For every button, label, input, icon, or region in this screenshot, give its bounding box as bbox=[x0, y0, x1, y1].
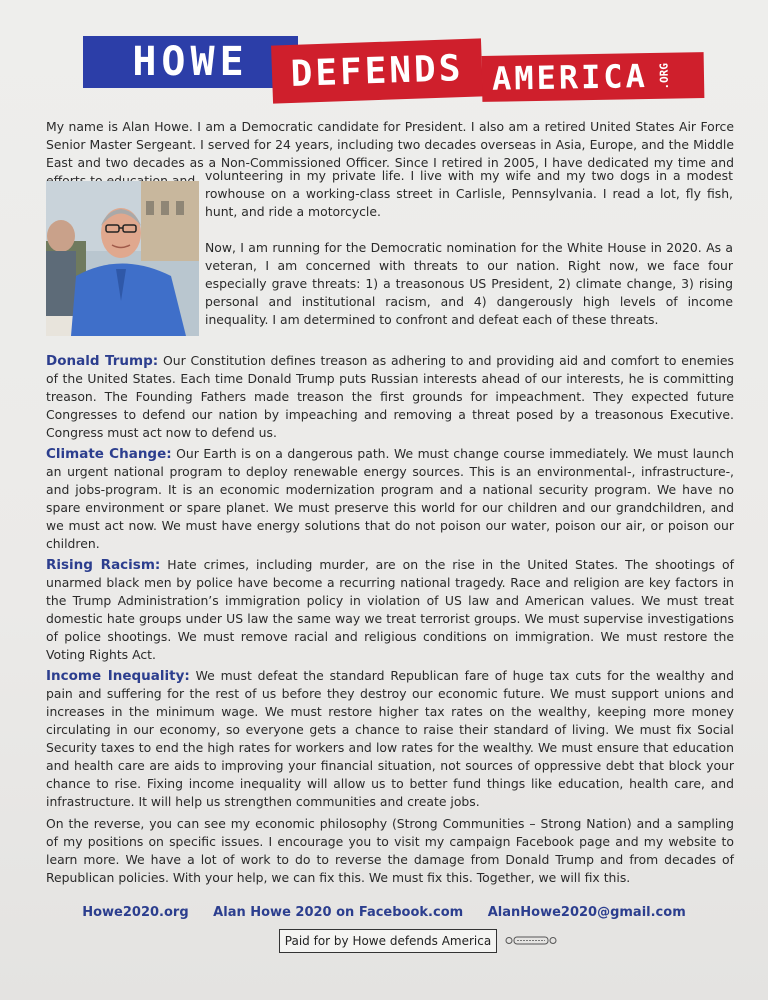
section-body: Our Constitution defines treason as adhering to and providing aid and comfort to enemies of the United States. Each time Donald Trump puts Russian interests ahead of our interests, he is committing treason. The Founding Fathers made treason the first grounds for impeachment. They expected future Congresses to defend our nation by impeaching and removing a threat posed by a treasonous Executive. Congress must act now to defend us. bbox=[46, 353, 734, 440]
section-heading: Rising Racism: bbox=[46, 557, 161, 573]
closing-text: On the reverse, you can see my economic philosophy (Strong Communities – Strong Nation) and a sampling of my positions on specific issues. I encourage you to visit my campaign Facebook page and my website to learn more. We have a lot of work to do to reverse the damage from Donald Trump and from decades of Republican policies. With your help, we can fix this. We must fix this. Together, we will fix this. bbox=[46, 816, 734, 885]
logo-howe: HOWE bbox=[83, 36, 298, 88]
section-body: We must defeat the standard Republican fare of huge tax cuts for the wealthy and pain and suffering for the rest of us before they destroy our economic future. We must support unions and increases in the minimum wage. We must restore higher tax rates on the wealthy, keeping more money circulating in our economy, so everyone gets a chance to raise their standard of living. We must fix Social Security taxes to end the high rates for workers and low rates for the wealthy. We must ensure that education and health care are aids to improving your financial situation, not sources of oppressive debt that block your chance to rise. Fixing income inequality will allow us to better fund things like education, health care, and infrastructure. It will help us strengthen communities and create jobs. bbox=[46, 668, 734, 809]
section-heading: Income Inequality: bbox=[46, 668, 190, 684]
paid-for-disclaimer: Paid for by Howe defends America bbox=[279, 929, 497, 953]
section-income-inequality bbox=[46, 667, 734, 811]
section-body: Hate crimes, including murder, are on the rise in the United States. The shootings of unarmed black men by police have become a recurring national tragedy. Race and religion are key factors in the Trump Administration’s immigration policy in violation of US law and American values. We must treat domestic hate groups under US law the same way we treat terrorist groups. We must supervise investigations of police shootings. We must remove racial and religious conditions on immigration. We must restore the Voting Rights Act. bbox=[46, 557, 734, 662]
campaign-logo bbox=[0, 0, 768, 110]
email-link[interactable]: AlanHowe2020@gmail.com bbox=[487, 905, 686, 920]
intro-top-text: My name is Alan Howe. I am a Democratic candidate for President. I also am a retired United States Air Force Senior Master Sergeant. I served for 24 years, including two decades overseas in Asia, Europe, and the Middle East and two decades as a Non-Commissioned Officer. Since I retired in 2005, I have dedicated my time and bbox=[46, 119, 734, 170]
candidate-photo bbox=[46, 181, 199, 336]
section-donald-trump bbox=[46, 352, 734, 442]
footer-contact-links bbox=[0, 905, 768, 920]
union-bug-icon bbox=[505, 935, 557, 946]
section-rising-racism bbox=[46, 556, 734, 664]
logo-org-suffix: .ORG bbox=[657, 62, 671, 90]
candidate-photo-illustration bbox=[46, 181, 199, 336]
section-body: Our Earth is on a dangerous path. We must change course immediately. We must launch an urgent national program to deploy renewable energy sources. This is an environmental-, infrastructure-, and jobs-program. It is an economic modernization program and a national security program. We have no spare environment or spare planet. We must preserve this world for our children and our grandchildren, and we must act now. We must have energy solutions that do not poison our water, poison our air, or poison our children. bbox=[46, 446, 735, 551]
website-link[interactable]: Howe2020.org bbox=[82, 905, 189, 920]
intro-side-text-2: Now, I am running for the Democratic nomination for the White House in 2020. As a veteran, I am concerned with threats to our nation. Right now, we face four especially grave threats: 1) a treasonous US President, 2) climate change, 3) rising personal and institutional racism, and 4) dangerously high levels of income inequality. I am determined to confront and defeat each of these threats. bbox=[205, 240, 733, 327]
logo-america bbox=[482, 52, 705, 102]
section-climate-change bbox=[46, 445, 734, 553]
logo-america-text: AMERICA bbox=[491, 57, 649, 98]
facebook-link[interactable]: Alan Howe 2020 on Facebook.com bbox=[213, 905, 464, 920]
logo-defends: DEFENDS bbox=[271, 38, 483, 103]
closing-paragraph bbox=[46, 815, 734, 887]
intro-side-text bbox=[205, 167, 733, 329]
section-heading: Donald Trump: bbox=[46, 353, 159, 369]
intro-side-text-1: volunteering in my private life. I live with my wife and my two dogs in a modest rowhouse on a working-class street in Carlisle, Pennsylvania. I read a lot, fly fish, hunt, and ride a motorcycle. bbox=[205, 168, 733, 219]
section-heading: Climate Change: bbox=[46, 446, 172, 462]
